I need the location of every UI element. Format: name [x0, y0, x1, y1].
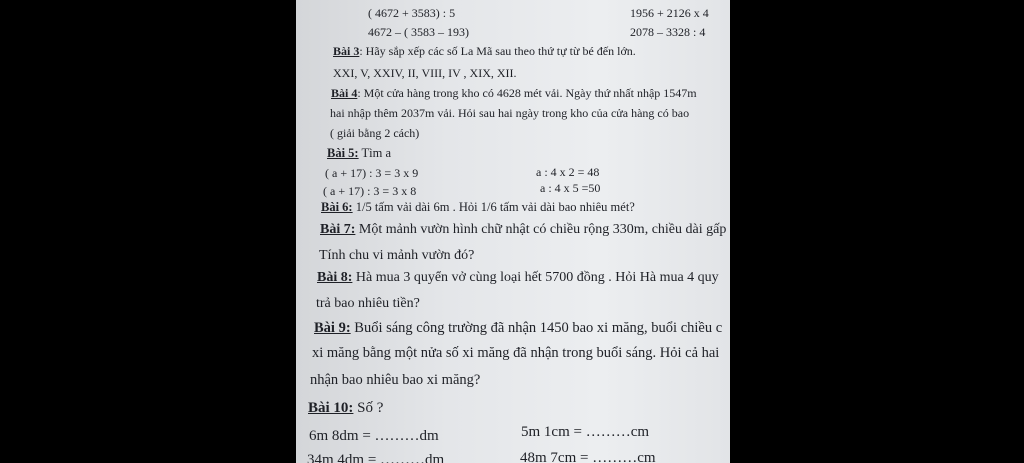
bai8-heading	[317, 270, 719, 286]
bai5-row-1-right: a : 4 x 2 = 48	[536, 165, 600, 179]
bai3-heading	[333, 44, 636, 59]
bai9-label: Bài 9:	[314, 320, 351, 336]
bai4-line3: ( giải bằng 2 cách)	[330, 126, 420, 140]
calc-row-2-right: 2078 – 3328 : 4	[630, 25, 706, 39]
bai5-row-2-right: a : 4 x 5 =50	[540, 181, 601, 195]
bai10-row-2-right: 48m 7cm = ………cm	[520, 450, 656, 463]
bai7-heading	[320, 222, 726, 238]
bai9-heading	[314, 320, 722, 337]
bai10-label: Bài 10:	[308, 400, 354, 416]
bai8-label: Bài 8:	[317, 270, 353, 285]
calc-row-1-left: ( 4672 + 3583) : 5	[368, 6, 456, 20]
bai3-text: : Hãy sắp xếp các số La Mã sau theo thứ tự từ bé đến lớn.	[359, 44, 636, 58]
bai8-line2: trả bao nhiêu tiền?	[316, 296, 420, 311]
bai3-line2: XXI, V, XXIV, II, VIII, IV , XIX, XII.	[333, 66, 517, 80]
bai6-label: Bài 6:	[321, 200, 353, 214]
worksheet-paper	[296, 0, 730, 463]
bai9-line2: xi măng bằng một nửa số xi măng đã nhận trong buổi sáng. Hỏi cả hai	[312, 345, 720, 361]
bai4-heading	[331, 86, 697, 101]
bai4-line2: hai nhập thêm 2037m vải. Hỏi sau hai ngày trong kho của cửa hàng có bao	[330, 106, 690, 120]
bai7-label: Bài 7:	[320, 222, 356, 237]
bai7-line2: Tính chu vi mảnh vườn đó?	[319, 248, 475, 263]
bai4-label: Bài 4	[331, 86, 358, 100]
bai6-text: 1/5 tấm vải dài 6m . Hỏi 1/6 tấm vải dài bao nhiêu mét?	[352, 200, 635, 214]
bai5-text: Tìm a	[358, 146, 392, 160]
bai8-text: Hà mua 3 quyển vở cùng loại hết 5700 đồng . Hỏi Hà mua 4 quy	[352, 270, 719, 285]
bai5-heading	[327, 146, 391, 161]
bai10-text: Số ?	[353, 400, 384, 416]
calc-row-2-left: 4672 – ( 3583 – 193)	[368, 25, 469, 39]
bai7-text: Một mảnh vườn hình chữ nhật có chiều rộng 330m, chiều dài gấp	[355, 222, 727, 237]
bai9-text: Buổi sáng công trường đã nhận 1450 bao xi măng, buổi chiều c	[350, 320, 723, 336]
bai10-heading	[308, 400, 383, 417]
bai10-row-1-right: 5m 1cm = ………cm	[521, 424, 650, 440]
bai5-row-2-left: ( a + 17) : 3 = 3 x 8	[323, 184, 417, 198]
bai10-row-2-left: 34m 4dm = ………dm	[307, 452, 445, 463]
bai5-label: Bài 5:	[327, 146, 359, 160]
calc-row-1-right: 1956 + 2126 x 4	[630, 6, 709, 20]
bai10-row-1-left: 6m 8dm = ………dm	[309, 428, 439, 444]
bai9-line3: nhận bao nhiêu bao xi măng?	[310, 372, 481, 388]
bai6-line	[321, 200, 635, 215]
bai5-row-1-left: ( a + 17) : 3 = 3 x 9	[325, 166, 419, 180]
bai3-label: Bài 3	[333, 44, 360, 58]
bai4-text: : Một cửa hàng trong kho có 4628 mét vải. Ngày thứ nhất nhập 1547m	[357, 86, 697, 100]
